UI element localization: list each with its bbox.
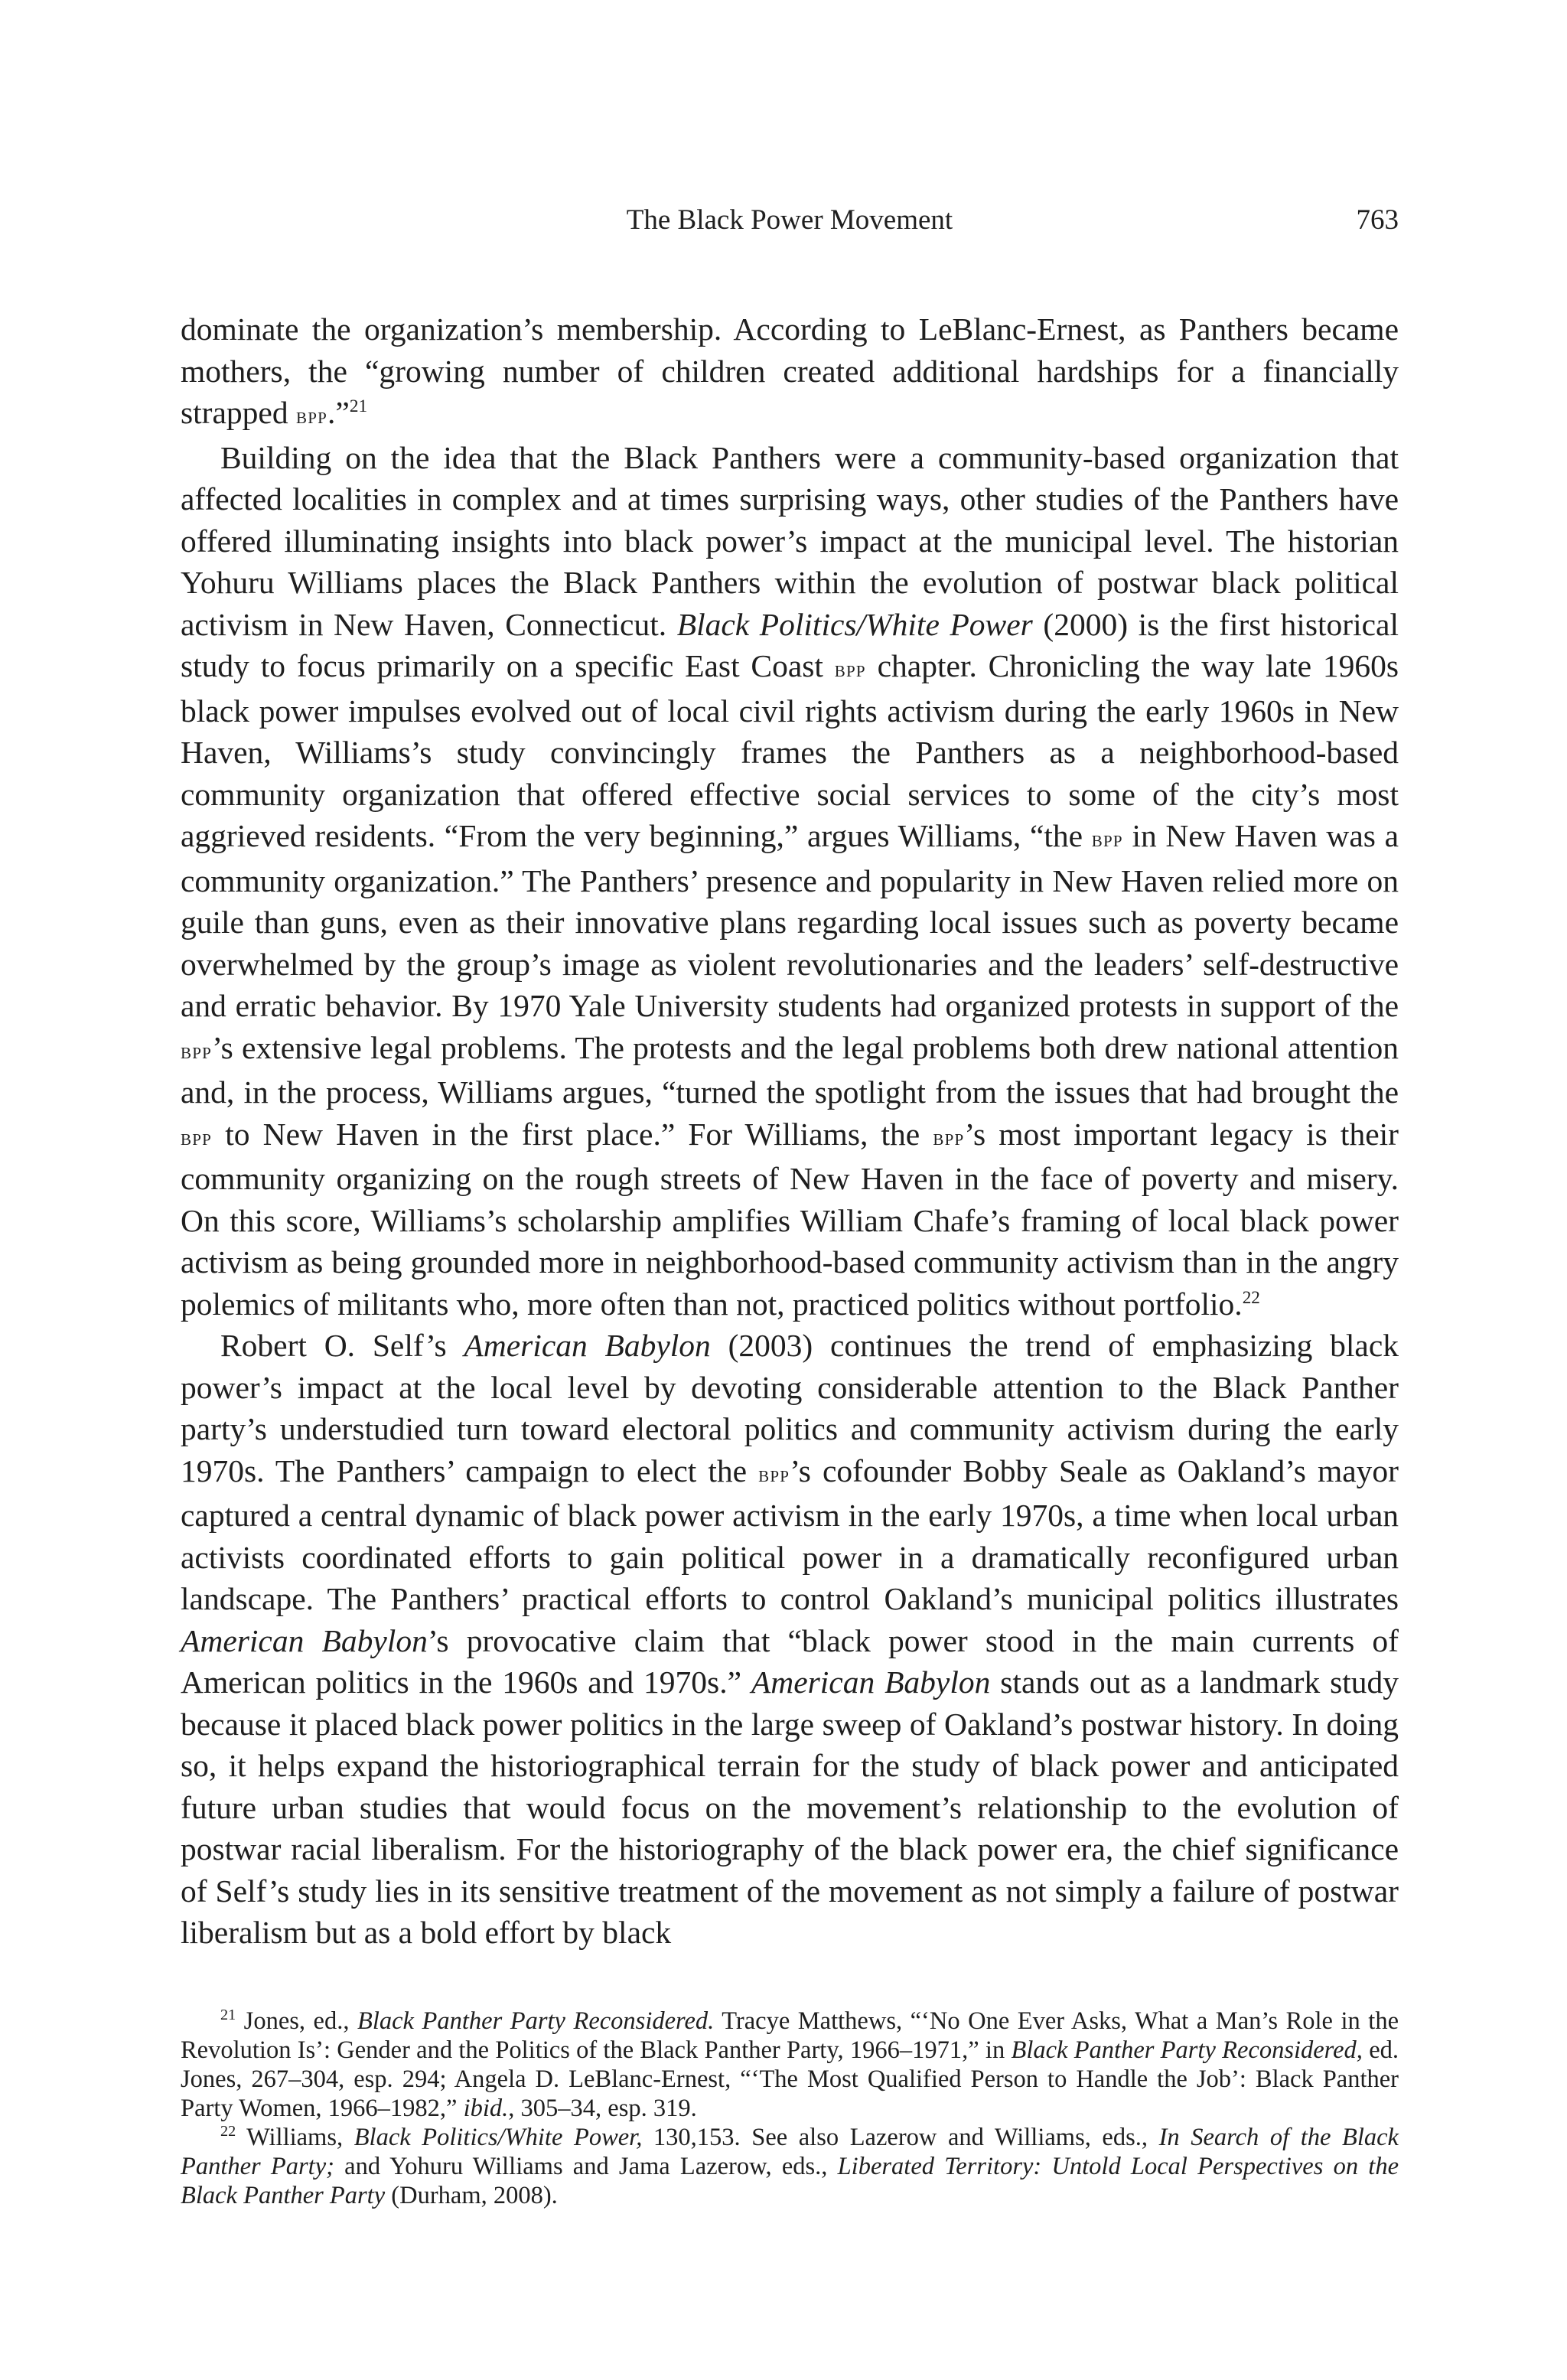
footnotes: [181, 2007, 1399, 2210]
abbreviation-bpp: bpp: [181, 1037, 213, 1064]
abbreviation-bpp: bpp: [1091, 826, 1123, 852]
abbreviation-bpp: bpp: [758, 1460, 790, 1487]
book-title: American Babylon: [464, 1328, 711, 1363]
running-header: [181, 197, 1399, 243]
paragraph-2: Building on the idea that the Black Panthers were a community-based organization that affected localities in complex and at times surprising ways, other studies of the Panthers have offered illuminating insights into black power’s impact at the municipal level. The historian Yohuru Williams places the Black Panthers within the evolution of postwar black political activism in New Haven, Connecticut. Black Politics/White Power (2000) is the first historical study to focus primarily on a specific East Coast bpp chapter. Chronicling the way late 1960s black power impulses evolved out of local civil rights activism during the early 1960s in New Haven, Williams’s study convincingly frames the Panthers as a neighborhood-based community organization that offered effective social services to some of the city’s most aggrieved residents. “From the very beginning,” argues Williams, “the bpp in New Haven was a community organization.” The Panthers’ presence and popularity in New Haven relied more on guile than guns, even as their innovative plans regarding local issues such as poverty became overwhelmed by the group’s image as violent revolutionaries and the leaders’ self-destructive and erratic behavior. By 1970 Yale University students had organized protests in support of the bpp’s extensive legal problems. The protests and the legal problems both drew national attention and, in the process, Williams argues, “turned the spotlight from the issues that had brought the bpp to New Haven in the first place.” For Williams, the bpp’s most important legacy is their community organizing on the rough streets of New Haven in the face of poverty and misery. On this score, Williams’s scholarship amplifies William Chafe’s framing of local black power activism as being grounded more in neighborhood-based community activism than in the angry polemics of militants who, more often than not, practiced politics without portfolio.$^{22}$: [181, 439, 1399, 1322]
book-title: Black Politics/White Power: [676, 606, 1033, 642]
paragraph-3: Robert O. Self’s American Babylon (2003) continues the trend of emphasizing black power’s impact at the local level by devoting considerable attention to the Black Panther party’s understudied turn toward electoral politics and community activism during the early 1970s. The Panthers’ campaign to elect the bpp’s cofounder Bobby Seale as Oakland’s mayor captured a central dynamic of black power activism in the early 1970s, a time when local urban activists coordinated efforts to gain political power in a dramatically reconfigured urban landscape. The Panthers’ practical efforts to control Oakland’s municipal politics illustrates American Babylon’s provocative claim that “black power stood in the main currents of American politics in the 1960s and 1970s.” American Babylon stands out as a landmark study because it placed black power politics in the large sweep of Oakland’s postwar history. In doing so, it helps expand the historiographical terrain for the study of black power and anticipated future urban studies that would focus on the movement’s relationship to the evolution of postwar racial liberalism. For the historiography of the black power era, the chief significance of Self’s study lies in its sensitive treatment of the movement as not simply a failure of postwar liberalism but as a bold effort by black: [181, 1328, 1399, 1950]
abbreviation-bpp: bpp: [834, 656, 866, 682]
paragraph-1: dominate the organization’s membership. According to LeBlanc-Ernest, as Panthers became mothers, the “growing number of children created additional hardships for a financially strapped bpp.”$^{21}$: [181, 311, 1399, 430]
page-number: 763: [1356, 204, 1399, 236]
book-title: American Babylon: [751, 1664, 991, 1700]
abbreviation-bpp: bpp: [181, 1123, 213, 1150]
main-text: [181, 308, 1399, 1954]
footnote-number: 22: [220, 2123, 236, 2140]
abbreviation-bpp: bpp: [933, 1123, 965, 1150]
footnote-22: $^{22}$ Williams, Black Politics/White Power, 130,153. See also Lazerow and Williams, eds., In Search of the Black Panther Party; and Yohuru Williams and Jama Lazerow, eds., Liberated Territory: Untold Local Perspectives on the Black Panther Party (Durham, 2008).: [181, 2123, 1399, 2209]
running-title: The Black Power Movement: [626, 204, 953, 236]
footnote-ref-22[interactable]: 22: [1242, 1287, 1260, 1308]
abbreviation-bpp: bpp: [295, 403, 328, 429]
book-title: American Babylon: [181, 1622, 428, 1658]
footnote-ref-21[interactable]: 21: [349, 396, 368, 417]
footnote-number: 21: [220, 2007, 236, 2024]
footnote-21: $^{21}$ Jones, ed., Black Panther Party Reconsidered. Tracye Matthews, “‘No One Ever Asks, What a Man’s Role in the Revolution Is’: Gender and the Politics of the Black Panther Party, 1966–1971,” in Black Panther Party Reconsidered, ed. Jones, 267–304, esp. 294; Angela D. LeBlanc-Ernest, “‘The Most Qualified Person to Handle the Job’: Black Panther Party Women, 1966–1982,” ibid., 305–34, esp. 319.: [181, 2007, 1399, 2122]
